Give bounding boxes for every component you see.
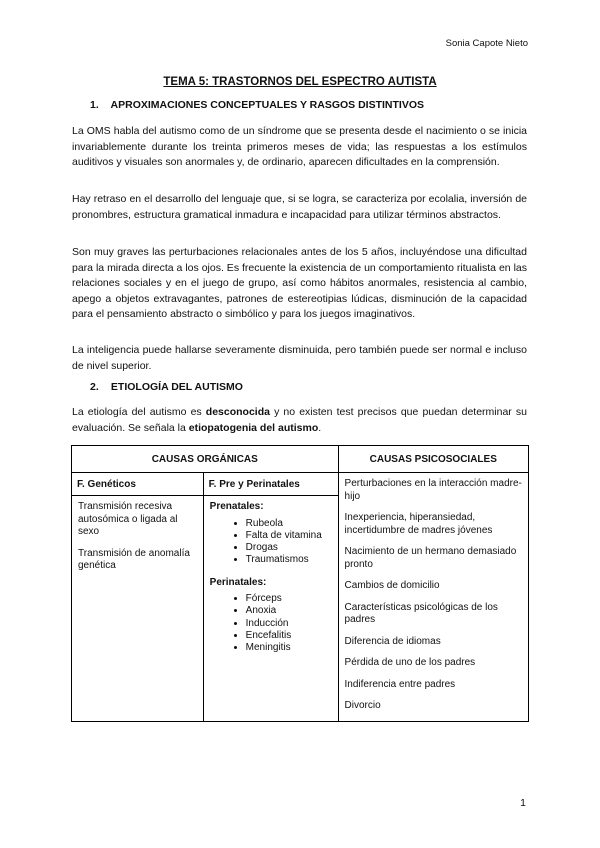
list-item: • Traumatismos: [246, 554, 332, 566]
etiologia-bold-etiopatogenia: etiopatogenia del autismo: [188, 421, 319, 434]
etiologia-text-2: y no existen test precisos que puedan determinar su evaluación. Se señala la: [72, 406, 527, 434]
prenatal-list: [210, 518, 332, 567]
section-1-heading: [90, 99, 424, 111]
psychosocial-item: Nacimiento de un hermano demasiado pronto: [344, 546, 517, 570]
organic-causes-header: CAUSAS ORGÁNICAS: [72, 446, 339, 473]
section-2-title: ETIOLOGÍA DEL AUTISMO: [110, 381, 243, 393]
list-item: • Encefalitis: [246, 630, 332, 642]
list-item: • Falta de vitamina: [246, 530, 332, 542]
perinatal-list: [210, 593, 332, 654]
genetic-item: Transmisión recesiva autosómica o ligada al sexo: [78, 501, 178, 537]
list-item: • Drogas: [246, 542, 332, 554]
psychosocial-item: Inexperiencia, hiperansiedad, incertidumbre de madres jóvenes: [344, 512, 493, 536]
prenatal-label: Prenatales:: [209, 501, 264, 512]
perinatal-factors-cell: [203, 496, 338, 722]
section-1-number: 1.: [90, 99, 99, 111]
list-item: • Inducción: [246, 618, 332, 630]
list-item: • Fórceps: [246, 593, 332, 605]
etiologia-text-3: .: [318, 421, 322, 434]
perinatal-factors-header: F. Pre y Perinatales: [203, 473, 338, 496]
paragraph-lenguaje: Hay retraso en el desarrollo del lenguaje que, si se logra, se caracteriza por ecolalia, inversión de pronombres, estructura gramatical inmadura e incapacidad para utilizar términos abstractos.: [72, 193, 527, 221]
psychosocial-item: Cambios de domicilio: [344, 580, 440, 591]
table-header-row: [72, 446, 529, 473]
document-title: TEMA 5: TRASTORNOS DEL ESPECTRO AUTISTA: [163, 76, 437, 88]
genetic-factors-cell: [72, 496, 204, 722]
psychosocial-item: Perturbaciones en la interacción madre-hijo: [344, 478, 522, 502]
psychosocial-item: Pérdida de uno de los padres: [344, 657, 476, 668]
psychosocial-causes-cell: [338, 473, 528, 722]
etiologia-bold-desconocida: desconocida: [205, 406, 270, 418]
table-subheader-row: [72, 473, 529, 496]
genetic-item: Transmisión de anomalía genética: [78, 547, 190, 571]
etiologia-text-1: La etiología del autismo es: [72, 406, 206, 418]
genetic-factors-header: F. Genéticos: [72, 473, 204, 496]
page-number: 1: [520, 797, 526, 809]
list-item: • Meningitis: [246, 642, 332, 654]
author-name: Sonia Capote Nieto: [445, 38, 528, 49]
psychosocial-item: Características psicológicas de los padres: [344, 601, 498, 625]
section-2-heading: [90, 381, 243, 393]
psychosocial-item: Diferencia de idiomas: [344, 635, 441, 647]
paragraph-etiologia: [72, 405, 527, 436]
paragraph-oms: La OMS habla del autismo como de un síndrome que se presenta desde el nacimiento o se inicia invariablemente durante los treinta primeros meses de vida; las respuestas a los estímulos auditivos y visuales son anormales y, de ordinario, aparecen dificultades en la comprensión.: [72, 125, 527, 168]
paragraph-inteligencia: La inteligencia puede hallarse severamente disminuida, pero también puede ser normal e incluso de nivel superior.: [72, 344, 527, 372]
psychosocial-item: Indiferencia entre padres: [344, 678, 456, 690]
list-item: • Anoxia: [246, 605, 332, 617]
psychosocial-causes-header: CAUSAS PSICOSOCIALES: [338, 446, 528, 473]
psychosocial-item: Divorcio: [344, 700, 381, 711]
paragraph-perturbaciones: Son muy graves las perturbaciones relacionales antes de los 5 años, incluyéndose una dificultad para la mirada directa a los ojos. Es frecuente la existencia de un comportamiento ritualista en las relaciones sociales y en el juego de grupo, así como hábitos anormales, resistencia al cambio, apego a objetos extravagantes, patrones de estereotipias lúdicas, disminución de la capacidad para el pensamiento abstracto o simbólico y para los juegos imaginativos.: [72, 246, 527, 320]
causes-table: [71, 445, 529, 722]
section-1-title: APROXIMACIONES CONCEPTUALES Y RASGOS DISTINTIVOS: [110, 99, 425, 111]
perinatal-label: Perinatales:: [209, 576, 267, 588]
list-item: • Rubeola: [246, 518, 332, 530]
section-2-number: 2.: [90, 381, 99, 393]
